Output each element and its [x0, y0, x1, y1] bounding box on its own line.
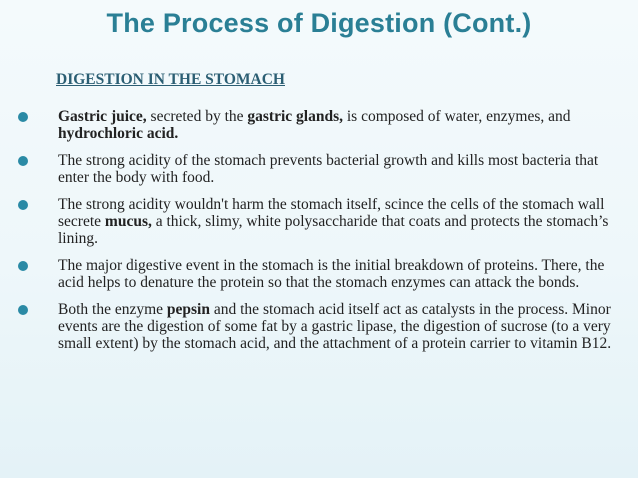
bullet-marker: [14, 152, 58, 169]
bullet-dot-icon: [18, 305, 28, 315]
bullet-dot-icon: [18, 112, 28, 122]
bold-term: hydrochloric acid.: [58, 125, 179, 142]
bullet-marker: [14, 301, 58, 318]
text-segment: and the stomach acid itself act as catalysts in the process. Minor events are the digestion of some fat by a gastric lipase, the digestion of sucrose (to a very small extent) by the stomach acid, and the attachment of a protein carrier to vitamin B12.: [58, 301, 612, 352]
bullet-dot-icon: [18, 156, 28, 166]
slide-title: The Process of Digestion (Cont.): [106, 8, 532, 38]
bullet-dot-icon: [18, 261, 28, 271]
bullet-item: [14, 196, 614, 247]
bold-term: mucus,: [104, 213, 152, 230]
text-segment: secreted by the: [146, 108, 248, 125]
bullet-list: [14, 108, 614, 362]
bullet-text: [58, 108, 614, 142]
bold-term: gastric glands,: [247, 108, 343, 125]
bullet-marker: [14, 108, 58, 125]
text-segment: Both the enzyme: [58, 301, 167, 318]
bullet-item: [14, 108, 614, 142]
bullet-dot-icon: [18, 200, 28, 210]
bullet-item: [14, 257, 614, 291]
text-segment: is composed of water, enzymes, and: [342, 108, 571, 125]
text-segment: The strong acidity wouldn't harm the stomach itself, scince the cells of the stomach wall secrete: [58, 196, 605, 230]
section-heading: DIGESTION IN THE STOMACH: [56, 71, 285, 88]
bullet-text: [58, 196, 614, 247]
bullet-marker: [14, 257, 58, 274]
bullet-item: [14, 301, 614, 352]
bullet-text: [58, 152, 614, 186]
bold-term: Gastric juice,: [58, 108, 147, 125]
bullet-text: [58, 301, 614, 352]
text-segment: a thick, slimy, white polysaccharide that coats and protects the stomach’s lining.: [58, 213, 609, 247]
bullet-text: [58, 257, 614, 291]
text-segment: The major digestive event in the stomach is the initial breakdown of proteins. There, the acid helps to denature the protein so that the stomach enzymes can attack the bonds.: [58, 257, 605, 291]
bullet-marker: [14, 196, 58, 213]
text-segment: The strong acidity of the stomach prevents bacterial growth and kills most bacteria that enter the body with food.: [58, 152, 599, 186]
bullet-item: [14, 152, 614, 186]
bold-term: pepsin: [166, 301, 210, 318]
